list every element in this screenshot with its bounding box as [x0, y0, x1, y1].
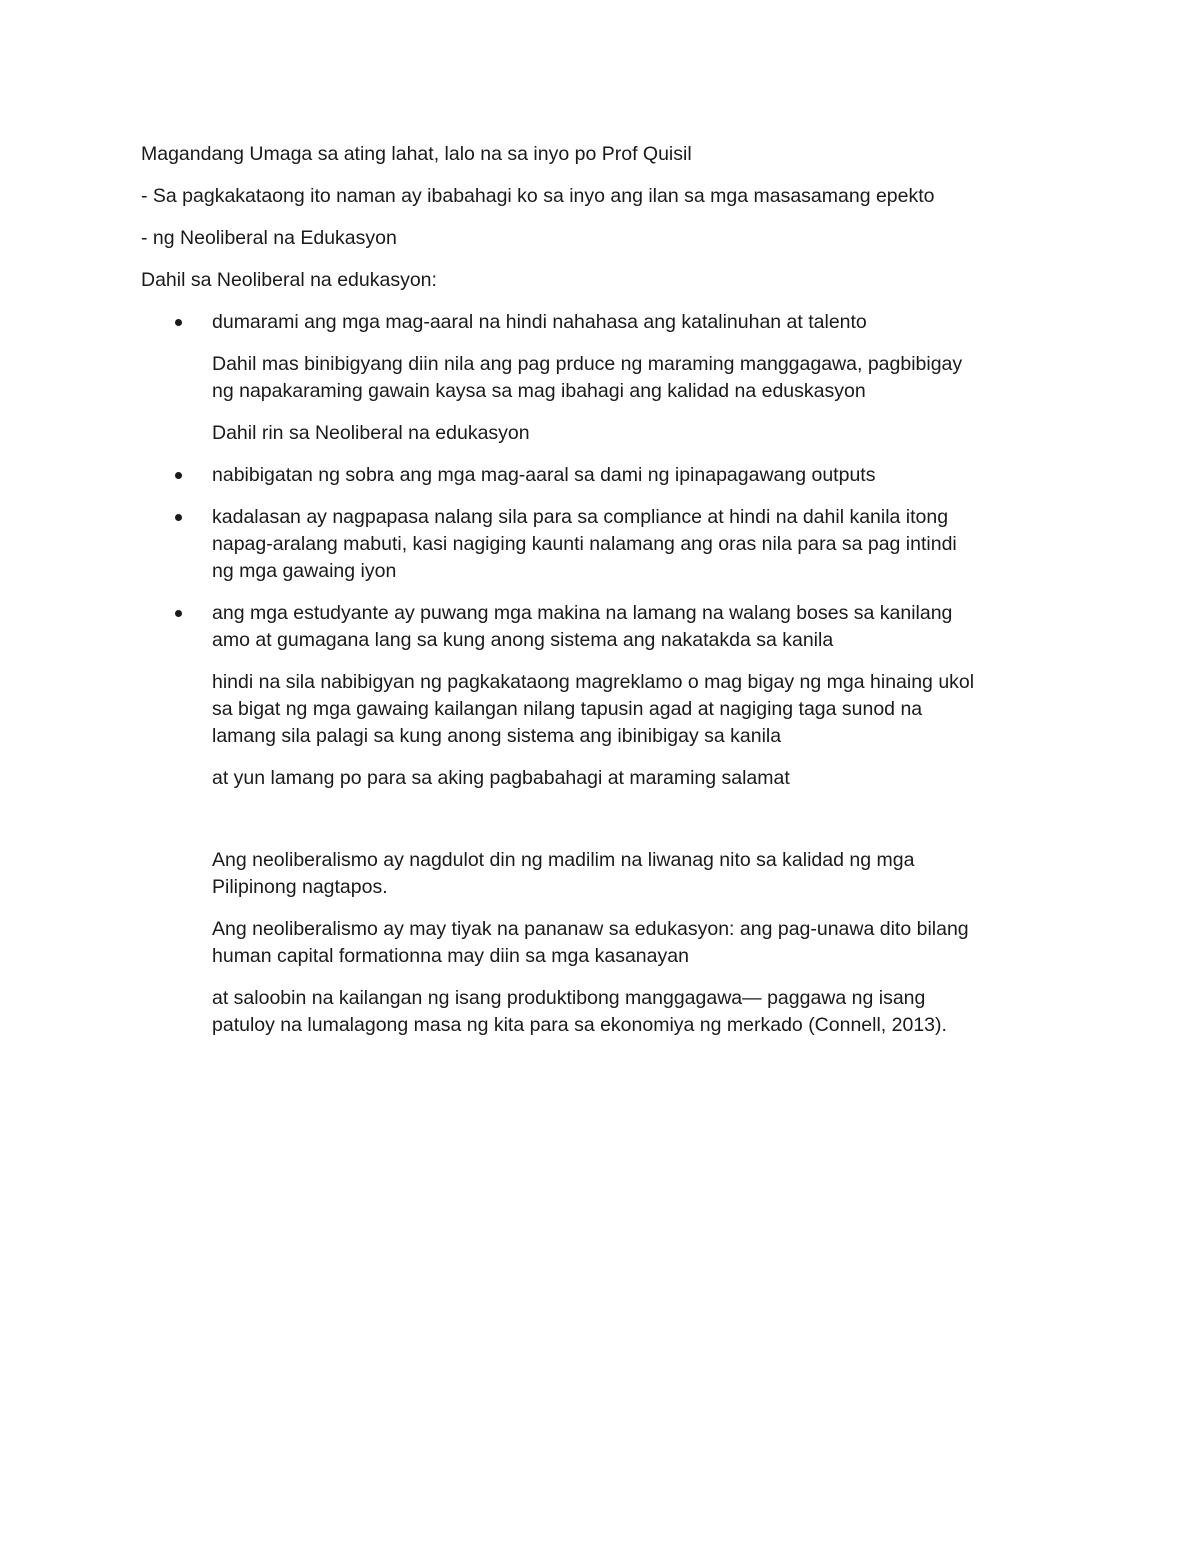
- extra-line: Ang neoliberalismo ay may tiyak na pananaw sa edukasyon: ang pag-unawa dito bilang: [212, 918, 969, 940]
- extra-paragraph: [212, 847, 1072, 901]
- bullet-item: [212, 462, 1061, 489]
- bullet-item: [212, 309, 1061, 336]
- bullet-dot-icon: [175, 514, 182, 521]
- note-line: Dahil mas binibigyang diin nila ang pag prduce ng maraming manggagawa, pagbibigay: [212, 353, 963, 375]
- bullet-item: [212, 504, 1061, 585]
- blank-spacer: [141, 807, 1061, 847]
- note-line: ng napakaraming gawain kaysa sa mag ibahagi ang kalidad na eduskasyon: [212, 380, 866, 402]
- bullet-item: [212, 600, 1061, 654]
- intro-heading: Dahil sa Neoliberal na edukasyon:: [141, 269, 437, 291]
- bullet-text: nabibigatan ng sobra ang mga mag-aaral sa dami ng ipinapagawang outputs: [212, 464, 876, 486]
- greeting-line: Magandang Umaga sa ating lahat, lalo na sa inyo po Prof Quisil: [141, 143, 692, 165]
- extra-line: Ang neoliberalismo ay nagdulot din ng madilim na liwanag nito sa kalidad ng mga: [212, 849, 915, 871]
- closing-paragraph: [212, 765, 1072, 792]
- bullet-text: dumarami ang mga mag-aaral na hindi nahahasa ang katalinuhan at talento: [212, 311, 867, 333]
- note-paragraph: [212, 420, 1072, 447]
- bullet-dot-icon: [175, 610, 182, 617]
- bullet-dot-icon: [175, 472, 182, 479]
- extra-line: Pilipinong nagtapos.: [212, 876, 388, 898]
- bullet-text: ng mga gawaing iyon: [212, 560, 397, 582]
- closing-line: at yun lamang po para sa aking pagbabahagi at maraming salamat: [212, 767, 790, 789]
- extra-paragraph: [212, 916, 1072, 970]
- note-line: sa bigat ng mga gawaing kailangan nilang tapusin agad at nagiging taga sunod na: [212, 698, 923, 720]
- bullet-text: napag-aralang mabuti, kasi nagiging kaunti nalamang ang oras nila para sa pag intindi: [212, 533, 957, 555]
- bullet-text: amo at gumagana lang sa kung anong sistema ang nakatakda sa kanila: [212, 629, 834, 651]
- extra-line: human capital formationna may diin sa mga kasanayan: [212, 945, 689, 967]
- note-paragraph: [212, 351, 1072, 405]
- bullet-text: kadalasan ay nagpapasa nalang sila para sa compliance at hindi na dahil kanila itong: [212, 506, 949, 528]
- extra-line: at saloobin na kailangan ng isang produktibong manggagawa— paggawa ng isang: [212, 987, 926, 1009]
- bullet-dot-icon: [175, 319, 182, 326]
- dash-line: - Sa pagkakataong ito naman ay ibabahagi ko sa inyo ang ilan sa mga masasamang epekto: [141, 185, 935, 207]
- extra-paragraph: [212, 985, 1072, 1039]
- dash-line: - ng Neoliberal na Edukasyon: [141, 227, 397, 249]
- note-line: lamang sila palagi sa kung anong sistema ang ibinibigay sa kanila: [212, 725, 782, 747]
- note-line: Dahil rin sa Neoliberal na edukasyon: [212, 422, 530, 444]
- document-body: [141, 141, 1061, 1054]
- extra-line: patuloy na lumalagong masa ng kita para sa ekonomiya ng merkado (Connell, 2013).: [212, 1014, 947, 1036]
- note-paragraph: [212, 669, 1072, 750]
- note-line: hindi na sila nabibigyan ng pagkakataong magreklamo o mag bigay ng mga hinaing ukol: [212, 671, 975, 693]
- bullet-text: ang mga estudyante ay puwang mga makina na lamang na walang boses sa kanilang: [212, 602, 953, 624]
